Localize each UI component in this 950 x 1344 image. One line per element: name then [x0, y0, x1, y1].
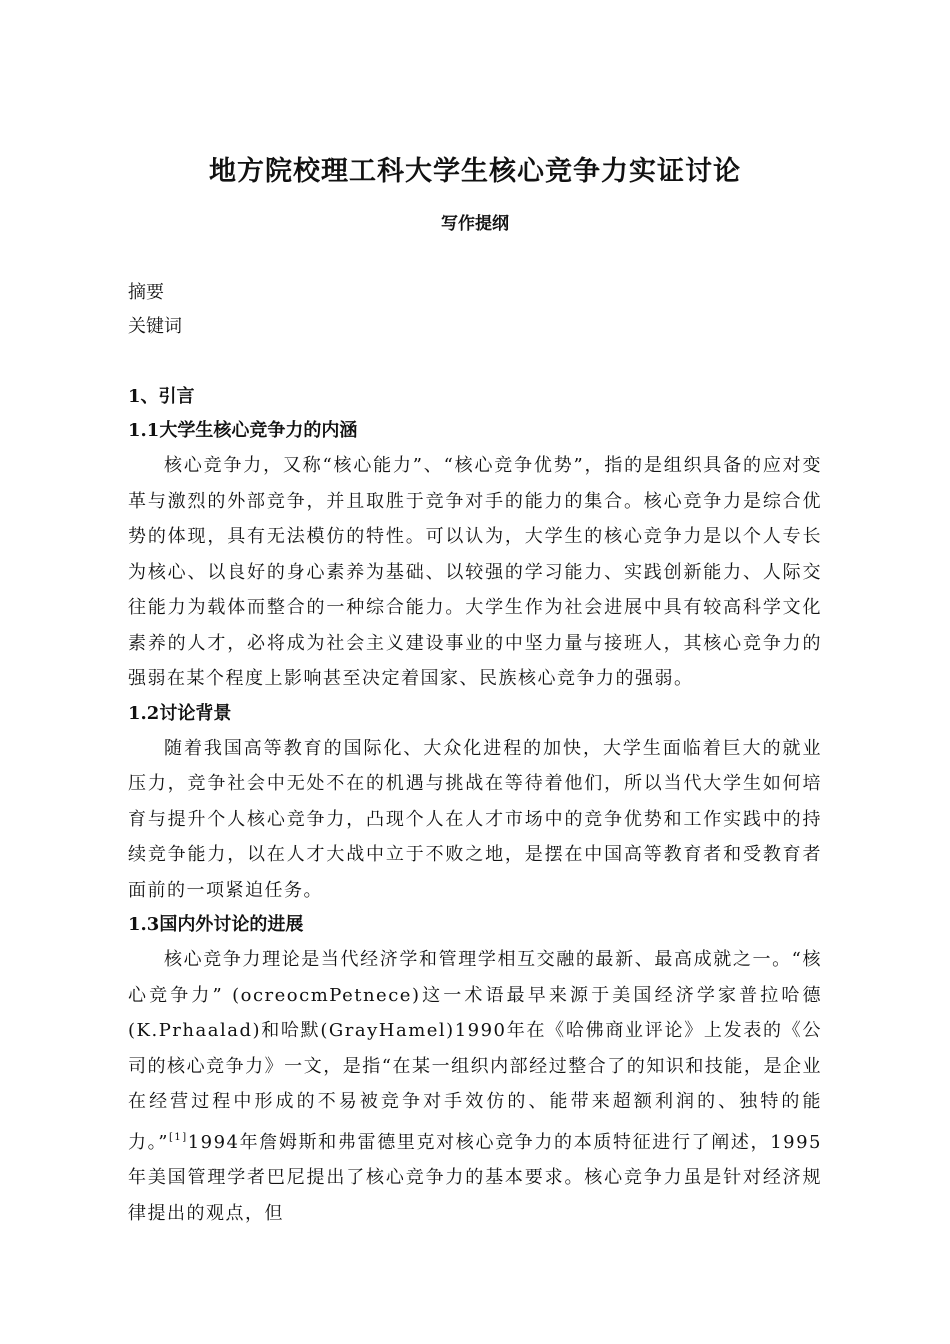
- paragraph-1-2: 随着我国高等教育的国际化、大众化进程的加快，大学生面临着巨大的就业压力，竞争社会中无处不在的机遇与挑战在等待着他们，所以当代大学生如何培育与提升个人核心竞争力，凸现个人在人才市场中的竞争优势和工作实践中的持续竞争能力，以在人才大战中立于不败之地，是摆在中国高等教育者和受教育者面前的一项紧迫任务。: [128, 737, 822, 901]
- abstract-label: 摘要: [128, 282, 164, 303]
- citation-marker: [1]: [169, 1131, 188, 1143]
- document-body: [128, 276, 822, 1231]
- paragraph-1-3-text-a: 核心竞争力理论是当代经济学和管理学相互交融的最新、最高成就之一。“核心竞争力” (ocreocmPetnece)这一术语最早来源于美国经济学家普拉哈德(K.Prhaalad)和哈默(GrayHamel)1990年在《哈佛商业评论》上发表的《公司的核心竞争力》一文，是指“在某一组织内部经过整合了的知识和技能，是企业在经营过程中形成的不易被竞争对手效仿的、能带来超额利润的、独特的能力。”: [128, 949, 822, 1153]
- spacer: [128, 344, 822, 380]
- paragraph-1-1: 核心竞争力，又称“核心能力”、“核心竞争优势”，指的是组织具备的应对变革与激烈的外部竞争，并且取胜于竞争对手的能力的集合。核心竞争力是综合优势的体现，具有无法模仿的特性。可以认为，大学生的核心竞争力是以个人专长为核心、以良好的身心素养为基础、以较强的学习能力、实践创新能力、人际交往能力为载体而整合的一种综合能力。大学生作为社会进展中具有较高科学文化素养的人才，必将成为社会主义建设事业的中坚力量与接班人，其核心竞争力的强弱在某个程度上影响甚至决定着国家、民族核心竞争力的强弱。: [128, 455, 822, 689]
- paragraph-1-3-text-b: 1994年詹姆斯和弗雷德里克对核心竞争力的本质特征进行了阐述，1995年美国管理学者巴尼提出了核心竞争力的基本要求。核心竞争力虽是针对经济规律提出的观点，但: [128, 1131, 823, 1224]
- section-heading-1-1: 1.1大学生核心竞争力的内涵: [128, 420, 358, 441]
- section-heading-intro: 1、引言: [128, 386, 195, 407]
- keywords-label: 关键词: [128, 316, 182, 337]
- section-heading-1-3: 1.3国内外讨论的进展: [128, 914, 304, 935]
- section-heading-1-2: 1.2讨论背景: [128, 702, 232, 724]
- paragraph-1-3: [128, 942, 822, 1231]
- document-title: 地方院校理工科大学生核心竞争力实证讨论: [209, 156, 741, 187]
- document-subtitle: 写作提纲: [441, 214, 509, 234]
